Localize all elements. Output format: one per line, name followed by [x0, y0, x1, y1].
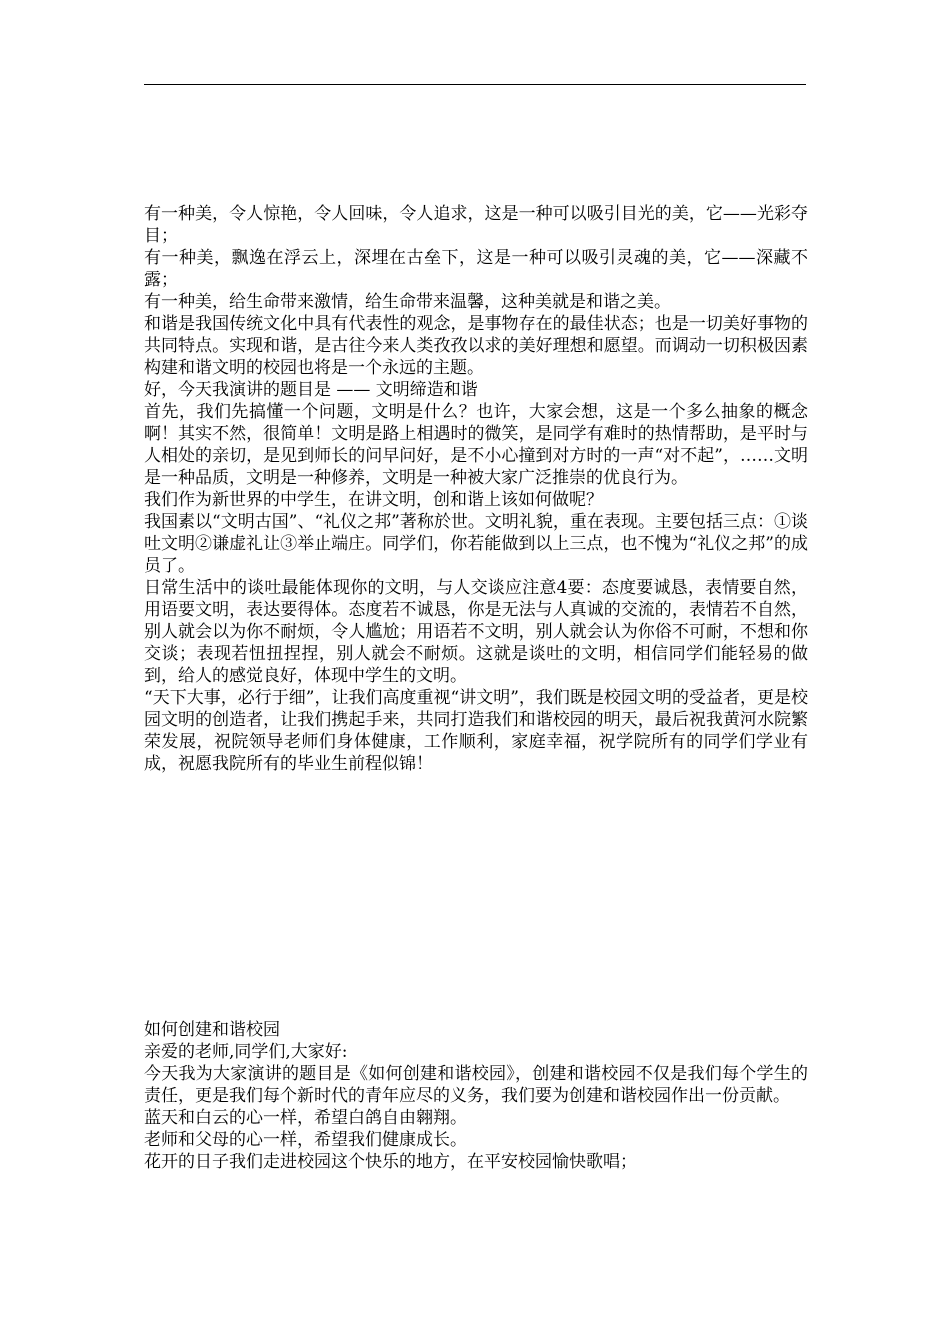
speech-title-line: 好，今天我演讲的题目是 —— 文明缔造和谐 [144, 380, 478, 400]
paragraph: 有一种美，飘逸在浮云上，深埋在古垒下，这是一种可以吸引灵魂的美，它——深藏不露； [144, 248, 808, 290]
paragraph: 蓝天和白云的心一样，希望白鸽自由翱翔。 [144, 1108, 467, 1128]
paragraph: 有一种美，给生命带来激情，给生命带来温馨，这种美就是和谐之美。 [144, 292, 671, 312]
speech-harmonious-campus [144, 1019, 808, 1173]
paragraph: 首先，我们先搞懂一个问题，文明是什么？也许，大家会想，这是一个多么抽象的概念啊！其实不然，很简单！文明是路上相遇时的微笑，是同学有难时的热情帮助，是平时与人相处的亲切，是见到师长的问早问好，是不小心撞到对方时的一声“对不起”，……文明是一种品质，文明是一种修养，文明是一种被大家广泛推崇的优良行为。 [144, 402, 808, 488]
paragraph: 花开的日子我们走进校园这个快乐的地方，在平安校园愉快歌唱； [144, 1152, 637, 1172]
paragraph: 今天我为大家演讲的题目是《如何创建和谐校园》，创建和谐校园不仅是我们每个学生的责任，更是我们每个新时代的青年应尽的义务，我们要为创建和谐校园作出一份贡献。 [144, 1064, 808, 1106]
paragraph: 日常生活中的谈吐最能体现你的文明，与人交谈应注意4要：态度要诚恳，表情要自然，用语要文明，表达要得体。态度若不诚恳，你是无法与人真诚的交流的，表情若不自然，别人就会以为你不耐烦，令人尴尬；用语若不文明，别人就会认为你俗不可耐，不想和你交谈；表现若忸扭捏捏，别人就会不耐烦。这就是谈吐的文明，相信同学们能轻易的做到，给人的感觉良好，体现中学生的文明。 [144, 578, 808, 686]
paragraph: 和谐是我国传统文化中具有代表性的观念，是事物存在的最佳状态；也是一切美好事物的共同特点。实现和谐，是古往今来人类孜孜以求的美好理想和愿望。而调动一切积极因素构建和谐文明的校园也将是一个永远的主题。 [144, 314, 808, 378]
paragraph: 有一种美，令人惊艳，令人回味，令人追求，这是一种可以吸引目光的美，它——光彩夺目； [144, 204, 808, 246]
paragraph: 老师和父母的心一样，希望我们健康成长。 [144, 1130, 467, 1150]
section-heading: 如何创建和谐校园 [144, 1020, 280, 1040]
paragraph: 我们作为新世界的中学生，在讲文明，创和谐上该如何做呢？ [144, 490, 603, 510]
paragraph: “天下大事，必行于细”，让我们高度重视“讲文明”，我们既是校园文明的受益者，更是校园文明的创造者，让我们携起手来，共同打造我们和谐校园的明天，最后祝我黄河水院繁荣发展，祝院领导老师们身体健康，工作顺利，家庭幸福，祝学院所有的同学们学业有成，祝愿我院所有的毕业生前程似锦！ [144, 688, 808, 774]
salutation: 亲爱的老师,同学们,大家好: [144, 1042, 348, 1062]
speech-civilization-harmony [144, 203, 808, 775]
paragraph: 我国素以“文明古国”、“礼仪之邦”著称於世。文明礼貌，重在表现。主要包括三点：①谈吐文明②谦虚礼让③举止端庄。同学们，你若能做到以上三点，也不愧为“礼仪之邦”的成员了。 [144, 512, 808, 576]
header-rule [144, 84, 806, 85]
